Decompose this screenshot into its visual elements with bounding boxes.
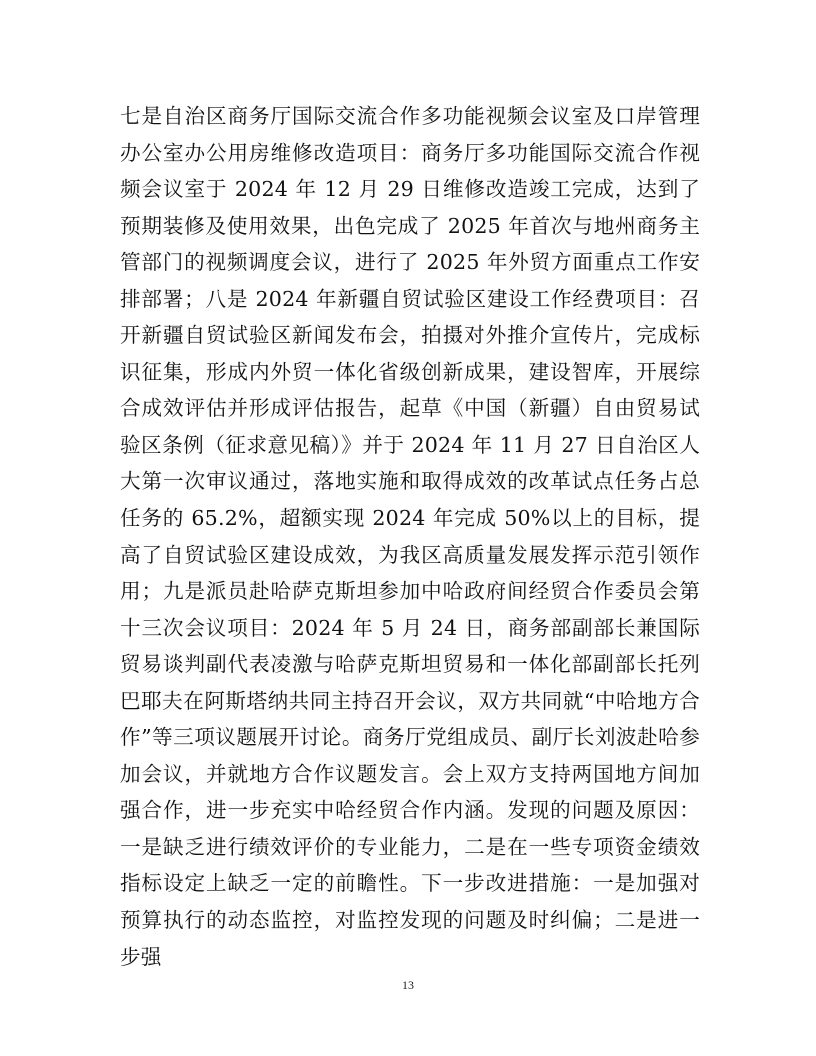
body-paragraph: 七是自治区商务厅国际交流合作多功能视频会议室及口岸管理办公室办公用房维修改造项目：商务厅多功能国际交流合作视频会议室于 2024 年 12 月 29 日维修改造竣工完成，达到了预期装修及使用效果，出色完成了 2025 年首次与地州商务主管部门的视频调度会议，进行了 2025 年外贸方面重点工作安排部署；八是 2024 年新疆自贸试验区建设工作经费项目：召开新疆自贸试验区新闻发布会，拍摄对外推介宣传片，完成标识征集，形成内外贸一体化省级创新成果，建设智库，开展综合成效评估并形成评估报告，起草《中国（新疆）自由贸易试验区条例（征求意见稿）》并于 2024 年 11 月 27 日自治区人大第一次审议通过，落地实施和取得成效的改革试点任务占总任务的 65.2%，超额实现 2024 年完成 50%以上的目标，提高了自贸试验区建设成效，为我区高质量发展发挥示范引领作用；九是派员赴哈萨克斯坦参加中哈政府间经贸合作委员会第十三次会议项目：2024 年 5 月 24 日，商务部副部长兼国际贸易谈判副代表凌激与哈萨克斯坦贸易和一体化部副部长托列巴耶夫在阿斯塔纳共同主持召开会议，双方共同就“中哈地方合作”等三项议题展开讨论。商务厅党组成员、副厅长刘波赴哈参加会议，并就地方合作议题发言。会上双方支持两国地方间加强合作，进一步充实中哈经贸合作内涵。发现的问题及原因：一是缺乏进行绩效评价的专业能力，二是在一些专项资金绩效指标设定上缺乏一定的前瞻性。下一步改进措施：一是加强对预算执行的动态监控，对监控发现的问题及时纠偏；二是进一步强 <box>120 104 700 969</box>
page-number: 13 <box>402 978 414 992</box>
